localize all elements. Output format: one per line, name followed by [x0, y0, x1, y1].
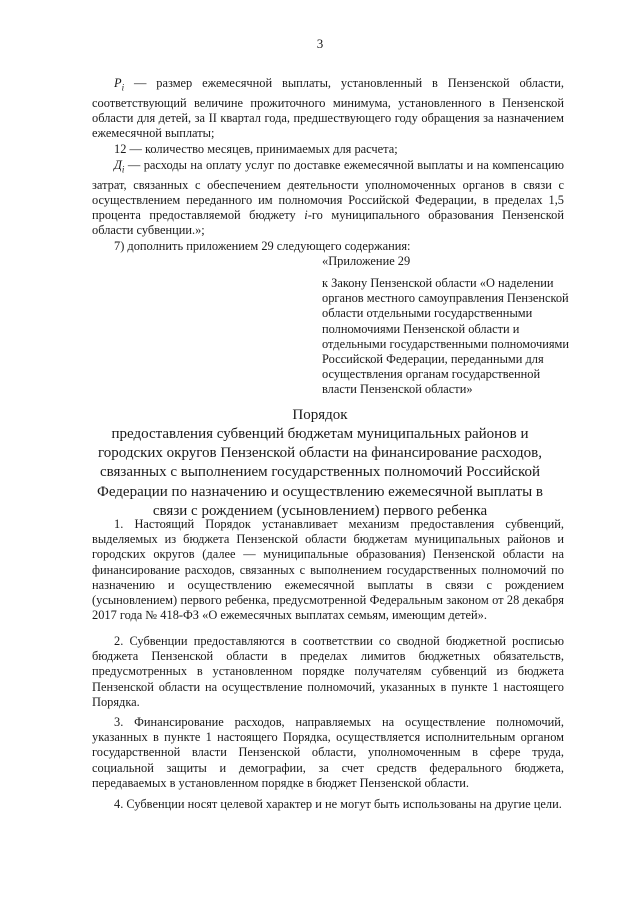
definition-d-text-2: -го муниципального образования Пензенской области субвенции.»;	[92, 208, 565, 238]
amendment-item-7: 7) дополнить приложением 29 следующего содержания:	[114, 239, 411, 253]
definition-p-text: — размер ежемесячной выплаты, установленный в Пензенской области, соответствующий величине прожиточного минимума, установленного в Пензенской области для детей, за II квартал года, предшествующего году обращения за назначением ежемесячной выплаты;	[92, 76, 564, 141]
paragraph-3: 3. Финансирование расходов, направляемых на осуществление полномочий, указанных в пункте 1 настоящего Порядка, осуществляется исполнительным органом государственной власти Пензенской области, уполномоченным в сфере труда, социальной защиты и демографии, за счет средств федерального бюджета, передаваемых в установленном порядке в бюджет Пензенской области.	[92, 715, 564, 790]
title-main: Порядок	[292, 407, 348, 423]
subscript-i: i	[121, 82, 125, 93]
symbol-p: P	[114, 76, 122, 90]
paragraph-4: 4. Субвенции носят целевой характер и не могут быть использованы на другие цели.	[114, 797, 562, 811]
definition-d-text-1: — расходы на оплату услуг по доставке ежемесячной выплаты и на компенсацию затрат, связанных с обеспечением деятельности уполномоченных органов в связи с осуществлением переданного им полномочия Российской Федерации, в пределах 1,5 процента предоставляемой бюджету	[92, 158, 564, 223]
subscript-i-d: i	[121, 164, 125, 175]
page-number: 3	[316, 36, 324, 51]
appendix-label: «Приложение 29	[322, 254, 411, 268]
symbol-d: Д	[114, 158, 122, 172]
definition-12: 12 — количество месяцев, принимаемых для расчета;	[114, 142, 398, 156]
paragraph-1: 1. Настоящий Порядок устанавливает механизм предоставления субвенций, выделяемых из бюджета Пензенской области бюджетам муниципальных районов и городских округов (далее — муниципальные образования) Пензенской области на финансирование расходов, связанных с выполнением государственных полномочий по назначению и осуществлению ежемесячной выплаты в связи с рождением (усыновлением) первого ребенка, предусмотренной Федеральным законом от 28 декабря 2017 года № 418-ФЗ «О ежемесячных выплатах семьям, имеющим детей».	[92, 517, 564, 623]
title-subtitle: предоставления субвенций бюджетам муниципальных районов и городских округов Пензенской области на финансирование расходов, связанных с выполнением государственных полномочий Российской Федерации по назначению и осуществлению ежемесячной выплаты в связи с рождением (усыновлением) первого ребенка	[96, 426, 544, 519]
definition-d	[92, 158, 564, 238]
appendix-caption: к Закону Пензенской области «О наделении органов местного самоуправления Пензенской области отдельными государственными полномочиями Пензенской области и отдельными государственными полномочиями Российской Федерации, переданными для осуществления органам государственной власти Пензенской области»	[322, 276, 570, 397]
definition-p	[92, 76, 564, 141]
italic-i: i	[304, 208, 308, 223]
paragraph-2: 2. Субвенции предоставляются в соответствии со сводной бюджетной росписью бюджета Пензенской области в пределах лимитов бюджетных обязательств, предусмотренных в установленном порядке получателям субвенций из бюджета Пензенской области на осуществление полномочий, указанных в пункте 1 настоящего Порядка.	[92, 634, 564, 709]
